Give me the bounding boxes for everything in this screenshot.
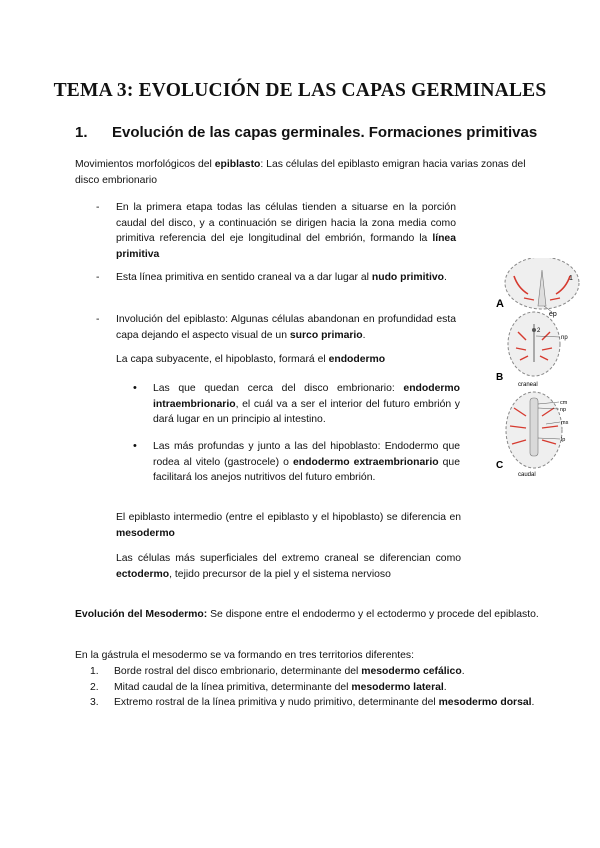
dash-marker: -	[96, 202, 100, 213]
section-heading	[75, 124, 537, 141]
list-item: 3. Extremo rostral de la línea primitiva y nudo primitivo, determinante del mesodermo dorsal.	[90, 697, 535, 708]
intro-paragraph: Movimientos morfológicos del epiblasto: Las células del epiblasto emigran hacia varias zonas del disco embrionario	[75, 159, 526, 186]
intermedio-paragraph: El epiblasto intermedio (entre el epiblasto y el hipoblasto) se diferencia en mesodermo	[116, 512, 461, 539]
embryo-disc-figure	[494, 258, 586, 488]
list-item: - Involución del epiblasto: Algunas células abandonan en profundidad esta capa dejando el aspecto visual de un surco primario.	[96, 314, 456, 341]
label-1: 1	[569, 275, 573, 282]
panel-c	[496, 392, 569, 478]
label-cm: cm	[560, 400, 568, 406]
section-number: 1.	[75, 124, 88, 141]
page-title: TEMA 3: EVOLUCIÓN DE LAS CAPAS GERMINALES	[53, 80, 547, 101]
list-item: 2. Mitad caudal de la línea primitiva, determinante del mesodermo lateral.	[90, 681, 447, 693]
label-ms: ms	[561, 420, 569, 426]
label-lp: lp	[561, 437, 566, 443]
label-ep: ep	[549, 311, 557, 318]
bullet-marker: •	[133, 440, 137, 452]
list-item: • Las que quedan cerca del disco embrionario: endodermo intraembrionario, el cuál va a ser el interior del futuro embrión y dará lugar en un principio al intestino.	[133, 382, 460, 425]
label-c: C	[496, 460, 504, 471]
bullet-marker: •	[133, 382, 137, 394]
gastrula-paragraph: En la gástrula el mesodermo se va formando en tres territorios diferentes:	[75, 650, 415, 661]
list-item: 1. Borde rostral del disco embrionario, determinante del mesodermo cefálico.	[90, 666, 465, 677]
label-caudal: caudal	[518, 472, 536, 478]
label-craneal: craneal	[518, 382, 538, 388]
superficiales-paragraph: Las células más superficiales del extremo craneal se diferencian como ectodermo, tejido precursor de la piel y el sistema nervioso	[116, 553, 461, 580]
label-np: np	[561, 335, 568, 341]
panel-a	[496, 258, 579, 318]
label-b: B	[496, 372, 504, 383]
label-2: 2	[537, 328, 541, 334]
label-np-c: np	[560, 407, 567, 413]
dash-marker: -	[96, 314, 100, 325]
list-item: - Esta línea primitiva en sentido craneal va a dar lugar al nudo primitivo.	[96, 270, 456, 286]
list-item: - En la primera etapa todas las células tienden a situarse en la porción caudal del disco, y a continuación se dirigen hacia la zona media como primitiva referencia del eje longitudinal del embrión, formando la línea primitiva	[96, 202, 456, 260]
territorios-list	[75, 664, 540, 711]
label-a: A	[496, 298, 504, 310]
dash-marker: -	[96, 272, 100, 283]
list-item: • Las más profundas y junto a las del hipoblasto: Endodermo que rodea al vitelo (gastrocele) o endodermo extraembrionario que facilitará los anejos nutritivos del futuro embrión.	[133, 440, 460, 483]
section-title: Evolución de las capas germinales. Formaciones primitivas	[112, 124, 538, 141]
panel-b	[496, 312, 568, 388]
hipoblasto-paragraph: La capa subyacente, el hipoblasto, formará el endodermo	[116, 354, 386, 365]
mesodermo-paragraph: Evolución del Mesodermo: Se dispone entre el endodermo y el ectodermo y procede del epiblasto.	[75, 609, 539, 620]
